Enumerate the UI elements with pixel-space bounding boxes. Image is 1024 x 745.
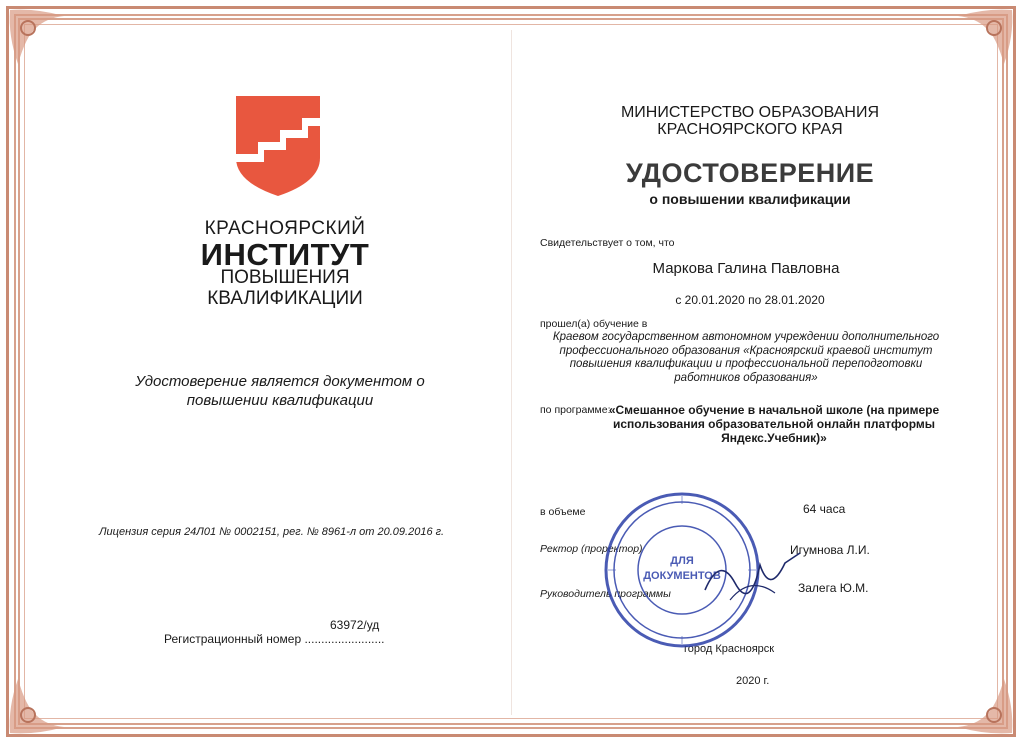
ministry-line2: КРАСНОЯРСКОГО КРАЯ xyxy=(657,121,843,138)
signature-icon xyxy=(700,545,810,605)
ministry-line1: МИНИСТЕРСТВО ОБРАЗОВАНИЯ xyxy=(620,104,880,121)
rector-label: Ректор (проректор) xyxy=(540,543,643,555)
city: город Красноярск xyxy=(684,643,775,655)
registration-label: Регистрационный номер ........................ xyxy=(164,632,385,646)
holder-name: Маркова Галина Павловна xyxy=(652,260,840,277)
certificate-subtitle: о повышении квалификации xyxy=(649,191,851,207)
program-name: «Смешанное обучение в начальной школе (на примере использования образовательной онлайн платформы Яндекс.Учебник)» xyxy=(608,403,940,445)
program-label: по программе: xyxy=(540,404,611,416)
institute-name-line3: ПОВЫШЕНИЯ xyxy=(220,267,350,288)
stamp-text-line2: ДОКУМЕНТОВ xyxy=(643,570,721,582)
stamp-text-line1: ДЛЯ xyxy=(670,555,694,567)
volume-label: в объеме xyxy=(540,506,586,518)
hours-value: 64 часа xyxy=(803,502,846,516)
ministry-header xyxy=(560,104,940,138)
corner-ornament-icon xyxy=(6,675,68,737)
year: 2020 г. xyxy=(736,675,770,687)
certificate-title: УДОСТОВЕРЕНИЕ xyxy=(625,158,875,188)
corner-ornament-icon xyxy=(954,6,1016,68)
program-head-name: Залега Ю.М. xyxy=(798,581,869,595)
institute-name-line2: ИНСТИТУТ xyxy=(200,237,370,272)
program-head-label: Руководитель программы xyxy=(540,588,671,600)
institute-name-line4: КВАЛИФИКАЦИИ xyxy=(207,288,363,309)
passed-label: прошел(а) обучение в xyxy=(540,318,648,330)
license-info: Лицензия серия 24Л01 № 0002151, рег. № 8961-л от 20.09.2016 г. xyxy=(99,526,445,538)
rector-name: Игумнова Л.И. xyxy=(790,543,870,557)
institute-logo-icon xyxy=(236,96,320,196)
corner-ornament-icon xyxy=(6,6,68,68)
testify-label: Свидетельствует о том, что xyxy=(540,237,675,249)
institute-name-line1: КРАСНОЯРСКИЙ xyxy=(204,218,366,239)
corner-ornament-icon xyxy=(954,675,1016,737)
training-dates: с 20.01.2020 по 28.01.2020 xyxy=(675,293,825,307)
certificate-note: Удостоверение является документом о повышении квалификации xyxy=(135,373,425,409)
institution-name: Краевом государственном автономном учреждении дополнительного профессионального образования «Красноярский краевой институт повышения квалификации и профессиональной переподготовки работников образования» xyxy=(552,331,940,384)
page-fold xyxy=(511,30,512,715)
registration-number: 63972/уд xyxy=(330,618,380,632)
